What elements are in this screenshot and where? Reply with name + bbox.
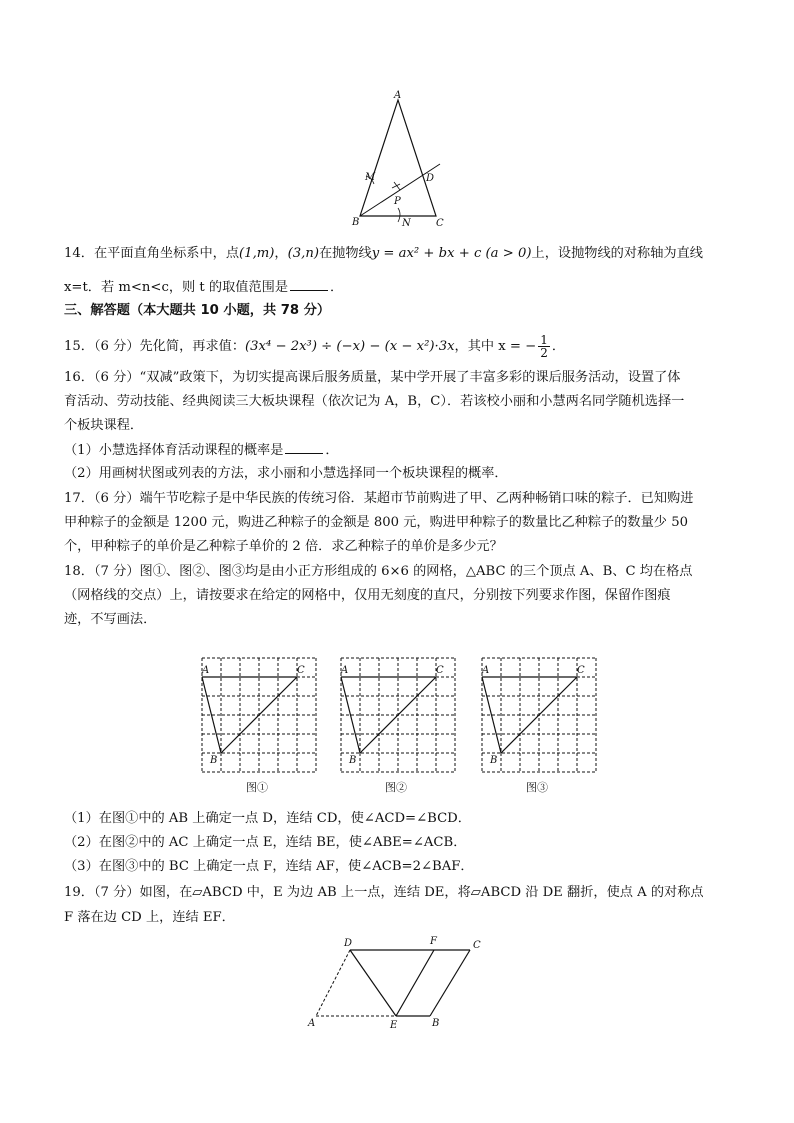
- triangle-figure: [340, 88, 460, 233]
- grid2-label-A: A: [341, 665, 349, 676]
- q18-l3: 迹，不写画法．: [64, 612, 157, 627]
- section-title: 三、解答题（本大题共 10 小题，共 78 分）: [64, 303, 331, 318]
- label-N: N: [402, 218, 411, 229]
- answer-blank[interactable]: [285, 441, 323, 454]
- grid1-label-A: A: [202, 665, 210, 676]
- q17-l2: 甲种粽子的金额是 1200 元，购进乙种粽子的金额是 800 元，购进甲种粽子的数量比乙种粽子的数量少 50: [64, 515, 688, 530]
- grid-figure-3: [476, 654, 600, 774]
- q19-l2: F 落在边 CD 上，连结 EF．: [64, 910, 235, 925]
- grid3-label-A: A: [482, 665, 490, 676]
- q16-l3: 个板块课程．: [64, 418, 144, 433]
- label-M: M: [365, 172, 376, 183]
- q19-l1: 19．（7 分）如图，在▱ABCD 中，E 为边 AB 上一点，连结 DE，将▱ABCD 沿 DE 翻折，使点 A 的对称点: [64, 885, 704, 900]
- q16-l2: 育活动、劳动技能、经典阅读三大板块课程（依次记为 A，B，C）．若该校小丽和小慧两名同学随机选择一: [64, 394, 685, 409]
- q16-s2: （2）用画树状图或列表的方法，求小丽和小慧选择同一个板块课程的概率．: [64, 466, 508, 481]
- q16-s1: （1）小慧选择体育活动课程的概率是 ．: [64, 443, 339, 458]
- q17-l3: 个，甲种粽子的单价是乙种粽子单价的 2 倍．求乙种粽子的单价是多少元？: [64, 539, 503, 554]
- grid1-label-C: C: [297, 665, 305, 676]
- grid-figure-2: [335, 654, 459, 774]
- para-label-A: A: [308, 1018, 316, 1029]
- caption-fig1: 图①: [246, 781, 268, 794]
- q18-s1: （1）在图①中的 AB 上确定一点 D，连结 CD，使∠ACD=∠BCD．: [64, 811, 471, 826]
- answer-blank[interactable]: [290, 278, 328, 291]
- grid3-label-C: C: [577, 665, 585, 676]
- q18-s3: （3）在图③中的 BC 上确定一点 F，连结 AF，使∠ACB=2∠BAF．: [64, 859, 474, 874]
- label-A: A: [394, 90, 402, 101]
- grid1-label-B: B: [210, 755, 218, 766]
- para-label-D: D: [344, 938, 353, 949]
- caption-fig2: 图②: [385, 781, 407, 794]
- label-B: B: [352, 217, 360, 228]
- para-label-B: B: [432, 1018, 440, 1029]
- grid-figure-1: [196, 654, 320, 774]
- fraction: $\frac{1}{2}$: [540, 333, 548, 360]
- label-P: P: [394, 196, 401, 207]
- q14-line1: 14．在平面直角坐标系中，点(1,m)，(3,n)在抛物线y = ax² + bx + c (a > 0)上，设抛物线的对称轴为直线: [64, 246, 703, 261]
- label-D: D: [426, 173, 435, 184]
- caption-fig3: 图③: [526, 781, 548, 794]
- para-label-E: E: [390, 1020, 398, 1031]
- grid2-label-B: B: [349, 755, 357, 766]
- para-label-F: F: [430, 936, 437, 947]
- q18-l2: （网格线的交点）上，请按要求在给定的网格中，仅用无刻度的直尺，分别按下列要求作图，保留作图痕: [64, 588, 671, 603]
- para-label-C: C: [473, 940, 481, 951]
- q16-l1: 16．（6 分）“双减”政策下，为切实提高课后服务质量，某中学开展了丰富多彩的课后服务活动，设置了体: [64, 370, 681, 385]
- parallelogram-figure: [300, 932, 500, 1032]
- label-C: C: [436, 218, 444, 229]
- grid2-label-C: C: [436, 665, 444, 676]
- q17-l1: 17．（6 分）端午节吃粽子是中华民族的传统习俗．某超市节前购进了甲、乙两种畅销口味的粽子．已知购进: [64, 491, 694, 506]
- q15: 15．（6 分）先化简，再求值：(3x⁴ − 2x³) ÷ (−x) − (x − x²)·3x，其中 x = − $\frac{1}{2}$ ．: [64, 333, 566, 360]
- grid3-label-B: B: [490, 755, 498, 766]
- q18-s2: （2）在图②中的 AC 上确定一点 E，连结 BE，使∠ABE=∠ACB．: [64, 835, 467, 850]
- q18-l1: 18．（7 分）图①、图②、图③均是由小正方形组成的 6×6 的网格，△ABC 的三个顶点 A、B、C 均在格点: [64, 564, 693, 579]
- q14-line2: x=t．若 m<n<c，则 t 的取值范围是 ．: [64, 280, 344, 295]
